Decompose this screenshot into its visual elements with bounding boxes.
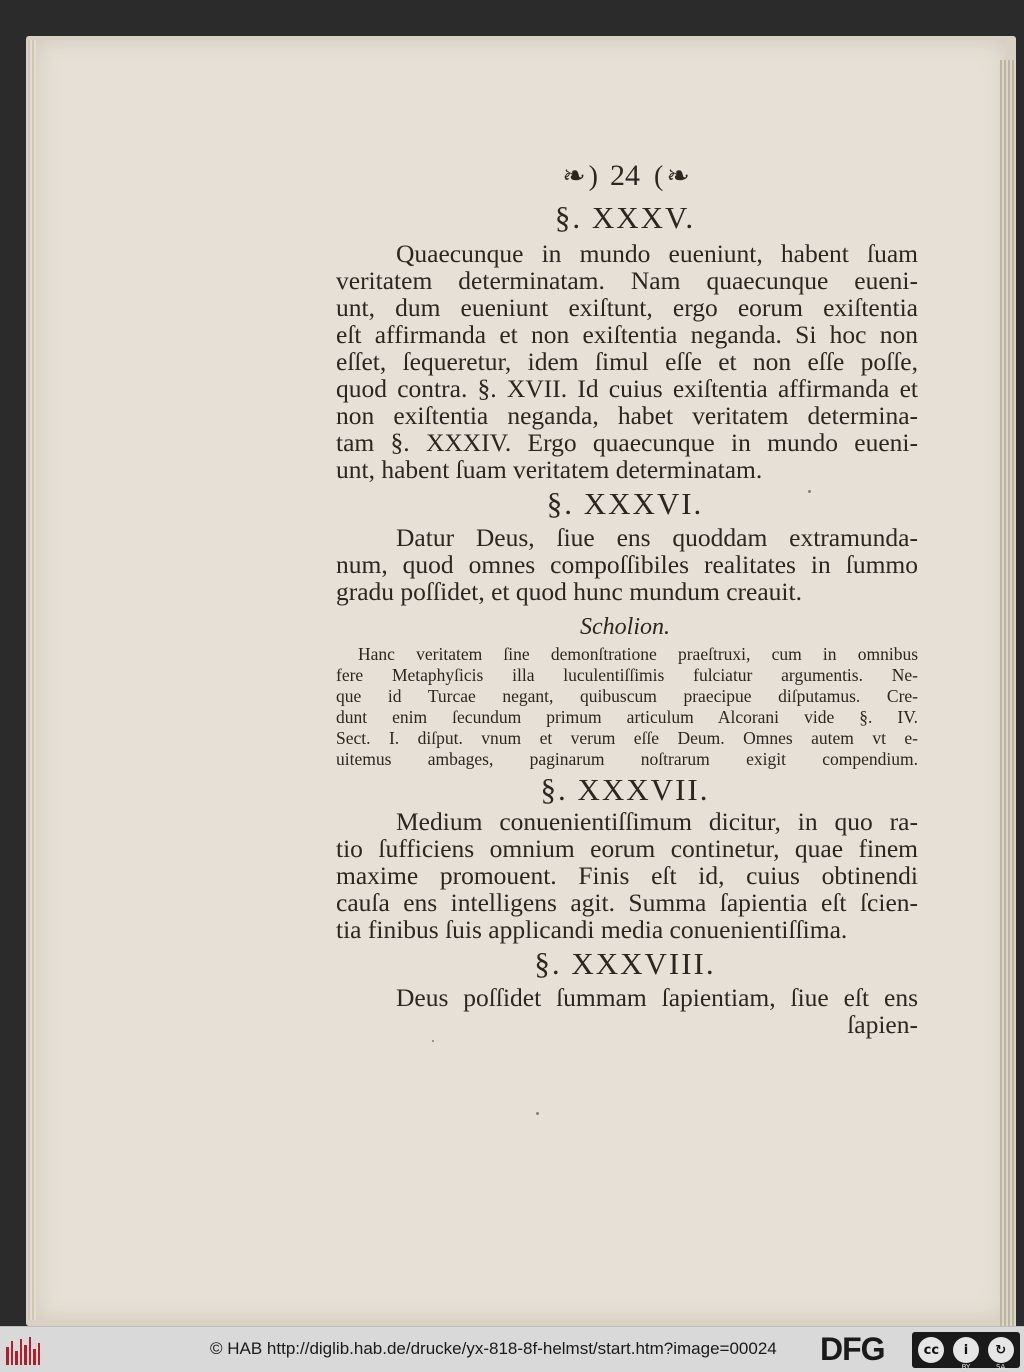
body-line: non exiſtentia neganda, habet veritatem determina- (336, 401, 918, 430)
running-header (510, 152, 740, 200)
section-heading: §. XXXVIII. (534, 946, 716, 981)
paper-fleck (536, 1112, 539, 1115)
scholion-line: uitemus ambages, paginarum noſtrarum exigit compendium. (336, 749, 918, 769)
body-line: maxime promouent. Finis eſt id, cuius obtinendi (336, 861, 918, 890)
scholion-line: que id Turcae negant, quibuscum praecipue diſputamus. Cre- (336, 686, 918, 706)
body-line: veritatem determinatam. Nam quaecunque eueni- (336, 266, 918, 295)
section-heading: §. XXXV. (554, 200, 696, 235)
section-heading: §. XXXVII. (540, 772, 710, 807)
cc-license-badge[interactable] (912, 1332, 1020, 1371)
sa-group (988, 1337, 1014, 1371)
body-line: num, quod omnes compoſſibiles realitates in ſummo (336, 550, 918, 579)
right-page-leaves (1000, 60, 1016, 1326)
left-ornament: ❧ ) (562, 161, 596, 192)
share-alike-icon: ↻ (988, 1337, 1014, 1363)
page-number: 24 (610, 159, 640, 192)
scholion-line: Sect. I. diſput. vnum et verum eſſe Deum. Omnes autem vt e- (336, 728, 918, 748)
body-line: Quaecunque in mundo eueniunt, habent ſuam (396, 239, 918, 268)
body-line: unt, habent ſuam veritatem determinatam. (336, 455, 763, 484)
dfg-logo[interactable]: DFG (820, 1331, 885, 1367)
body-line: unt, dum eueniunt exiſtunt, ergo eorum exiſtentia (336, 293, 918, 322)
body-line: eſt affirmanda et non exiſtentia neganda. Si hoc non (336, 320, 918, 349)
body-line: gradu poſſidet, et quod hunc mundum creauit. (336, 577, 802, 606)
body-line: Medium conuenientiſſimum dicitur, in quo ra- (396, 807, 918, 836)
viewer-footer (0, 1326, 1024, 1372)
body-line: eſſet, ſequeretur, idem ſimul eſſe et non eſſe poſſe, (336, 347, 918, 376)
body-line: tio ſufficiens omnium eorum continetur, quae finem (336, 834, 918, 863)
body-line: Deus poſſidet ſummam ſapientiam, ſiue eſt ens (396, 983, 918, 1012)
right-ornament: ( ❧ (654, 161, 688, 192)
hab-logo-icon[interactable] (6, 1335, 40, 1365)
section-heading: §. XXXVI. (546, 486, 704, 521)
body-line: Datur Deus, ſiue ens quoddam extramunda- (396, 523, 918, 552)
scholion-line: fere Metaphyſicis illa luculentiſſimis fulciatur argumentis. Ne- (336, 665, 918, 685)
scholion-line: dunt enim ſecundum primum articulum Alcorani vide §. IV. (336, 707, 918, 727)
sa-label: SA (995, 1363, 1006, 1371)
by-group (953, 1337, 979, 1371)
paper-fleck (808, 490, 811, 493)
cc-icon: cc (918, 1337, 944, 1363)
attribution-icon: i (953, 1337, 979, 1363)
body-line: cauſa ens intelligens agit. Summa ſapientia eſt ſcien- (336, 888, 918, 917)
body-line: quod contra. §. XVII. Id cuius exiſtentia affirmanda et (336, 374, 918, 403)
catchword: ſapien- (847, 1010, 918, 1039)
by-label: BY (961, 1363, 971, 1371)
source-credit-link[interactable]: © HAB http://diglib.hab.de/drucke/yx-818-8f-helmst/start.htm?image=00024 (210, 1339, 777, 1358)
scholion-title: Scholion. (580, 614, 670, 640)
body-line: tia finibus ſuis applicandi media conuenientiſſima. (336, 915, 848, 944)
scholion-line: Hanc veritatem ſine demonſtratione praeſtruxi, cum in omnibus (358, 644, 918, 664)
paper-fleck (432, 1040, 434, 1042)
body-line: tam §. XXXIV. Ergo quaecunque in mundo eueni- (336, 428, 918, 457)
